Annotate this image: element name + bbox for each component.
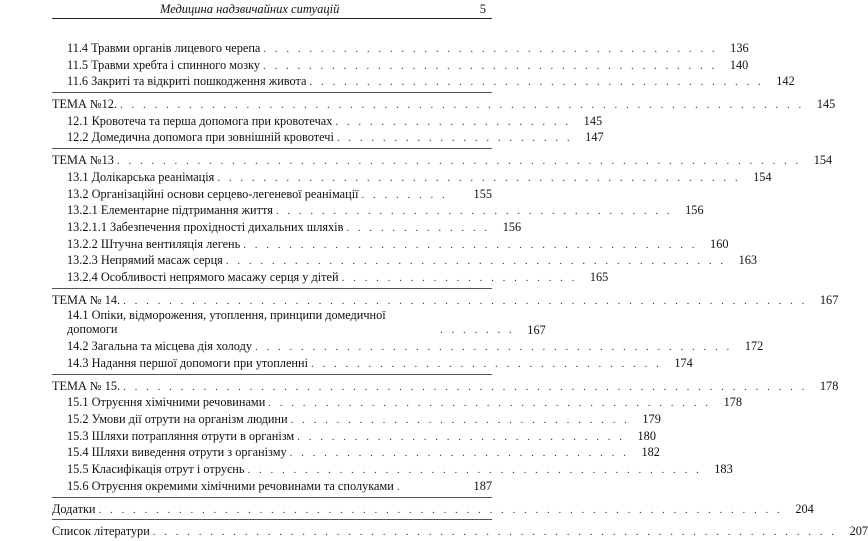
running-title: Медицина надзвичайних ситуацій xyxy=(160,2,340,16)
section-divider xyxy=(52,92,492,93)
toc-topic: ТЕМА № 15. . . . . . . . . . . . . . . . . . . . . . . . . . . . . . . . . . . . . . . . . . . . . . . . . . . . . . . . . . . . . 178 xyxy=(52,378,839,393)
toc-entry: 11.5 Травми хребта і спинного мозку . . . . . . . . . . . . . . . . . . . . . . . . . . . . . . . . . . . . . . . . 140 xyxy=(67,57,749,72)
toc-entry: 13.2.4 Особливості непрямого масажу серця у дітей . . . . . . . . . . . . . . . . . . . . . 165 xyxy=(67,269,609,284)
toc-entry: 13.2.1.1 Забезпечення прохідності дихальних шляхів . . . . . . . . . . . . . 156 xyxy=(67,219,522,234)
table-of-contents xyxy=(52,40,868,540)
toc-entry: 12.2 Домедична допомога при зовнішній кровотечі . . . . . . . . . . . . . . . . . . . . . 147 xyxy=(67,130,604,145)
toc-entry: 15.5 Класифікація отрут і отруєнь . . . . . . . . . . . . . . . . . . . . . . . . . . . . . . . . . . . . . . . . 183 xyxy=(67,462,733,477)
toc-entry: 14.3 Надання першої допомоги при утопленні . . . . . . . . . . . . . . . . . . . . . . . . . . . . . . . 174 xyxy=(67,356,693,370)
toc-entry: 15.4 Шляхи виведення отрути з організму . . . . . . . . . . . . . . . . . . . . . . . . . . . . . . 182 xyxy=(67,445,660,460)
toc-entry: 15.6 Отруєння окремими хімічними речовинами та сполуками . 187 xyxy=(67,478,492,493)
toc-topic: ТЕМА №12. . . . . . . . . . . . . . . . . . . . . . . . . . . . . . . . . . . . . . . . . . . . . . . . . . . . . . . . . . . . . 145 xyxy=(52,97,836,112)
toc-topic: ТЕМА № 14. . . . . . . . . . . . . . . . . . . . . . . . . . . . . . . . . . . . . . . . . . . . . . . . . . . . . . . . . . . . . 167 xyxy=(52,292,839,307)
toc-topic: ТЕМА №13 . . . . . . . . . . . . . . . . . . . . . . . . . . . . . . . . . . . . . . . . . . . . . . . . . . . . . . . . . . . . 154 xyxy=(52,153,833,168)
toc-entry: 13.1 Долікарська реанімація . . . . . . . . . . . . . . . . . . . . . . . . . . . . . . . . . . . . . . . . . . . . . . 154 xyxy=(67,169,772,184)
toc-entry: 14.2 Загальна та місцева дія холоду . . . . . . . . . . . . . . . . . . . . . . . . . . . . . . . . . . . . . . . . . . 172 xyxy=(67,339,764,354)
toc-appendices: Додатки . . . . . . . . . . . . . . . . . . . . . . . . . . . . . . . . . . . . . . . . . . . . . . . . . . . . . . . . . . . . 204 xyxy=(52,501,814,516)
toc-entry: 11.4 Травми органів лицевого черепа . . . . . . . . . . . . . . . . . . . . . . . . . . . . . . . . . . . . . . . . 136 xyxy=(67,41,749,55)
page-number: 5 xyxy=(479,2,486,16)
toc-entry: 14.1 Опіки, відмороження, утоплення, принципи домедичної допомоги . . . . . . . 167 xyxy=(67,308,546,337)
section-divider xyxy=(52,288,492,289)
running-header xyxy=(52,2,492,19)
toc-entry: 15.3 Шляхи потрапляння отрути в організм . . . . . . . . . . . . . . . . . . . . . . . . . . . . . 180 xyxy=(67,428,656,443)
toc-entry: 13.2.1 Елементарне підтримання життя . . . . . . . . . . . . . . . . . . . . . . . . . . . . . . . . . . . 156 xyxy=(67,203,704,218)
toc-references: Список літератури . . . . . . . . . . . . . . . . . . . . . . . . . . . . . . . . . . . . . . . . . . . . . . . . . . . . . . . . . . . . 207 xyxy=(52,524,868,539)
toc-entry: 13.2.2 Штучна вентиляція легень . . . . . . . . . . . . . . . . . . . . . . . . . . . . . . . . . . . . . . . . 160 xyxy=(67,236,729,251)
section-divider xyxy=(52,374,492,375)
toc-entry: 13.2.3 Непрямий масаж серця . . . . . . . . . . . . . . . . . . . . . . . . . . . . . . . . . . . . . . . . . . . . 163 xyxy=(67,253,758,268)
toc-entry: 13.2 Організаційні основи серцево-легеневої реанімації . . . . . . . . 155 xyxy=(67,186,492,201)
section-divider xyxy=(52,519,492,520)
section-divider xyxy=(52,497,492,498)
toc-entry: 12.1 Кровотеча та перша допомога при кровотечах . . . . . . . . . . . . . . . . . . . . . 145 xyxy=(67,113,603,128)
section-divider xyxy=(52,148,492,149)
toc-entry: 15.2 Умови дії отрути на організм людини . . . . . . . . . . . . . . . . . . . . . . . . . . . . . . 179 xyxy=(67,412,661,427)
toc-entry: 15.1 Отруєння хімічними речовинами . . . . . . . . . . . . . . . . . . . . . . . . . . . . . . . . . . . . . . . 178 xyxy=(67,395,743,410)
toc-entry: 11.6 Закриті та відкриті пошкодження живота . . . . . . . . . . . . . . . . . . . . . . . . . . . . . . . . . . . . . . . . 142 xyxy=(67,74,795,89)
